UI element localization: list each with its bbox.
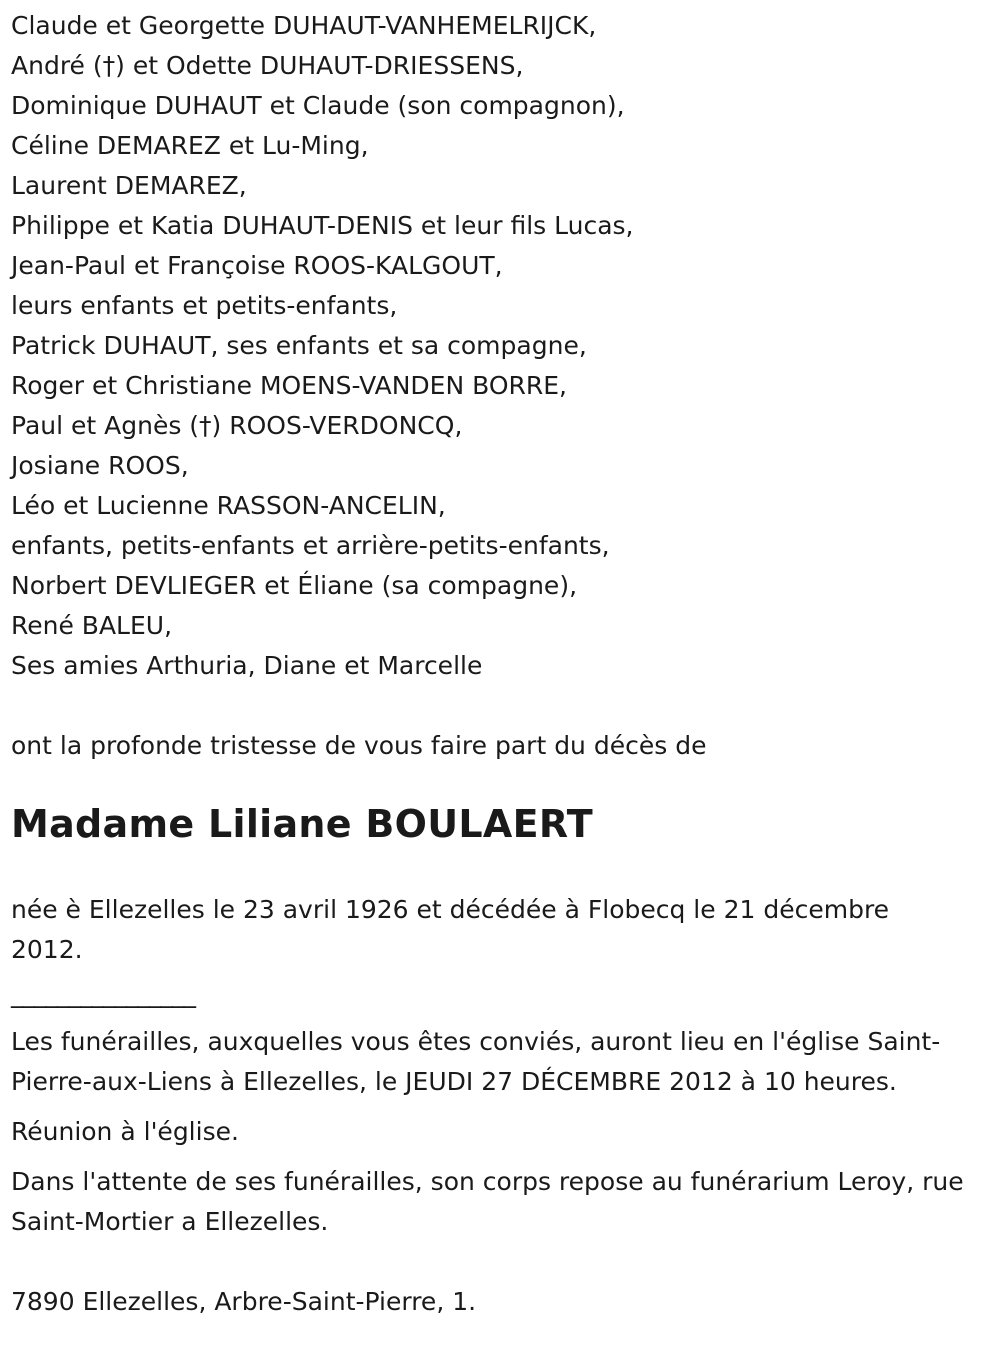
family-line: Ses amies Arthuria, Diane et Marcelle	[11, 651, 483, 680]
family-line: René BALEU,	[11, 611, 173, 640]
separator-line: ________________	[11, 979, 195, 1008]
family-line: Claude et Georgette DUHAUT-VANHEMELRIJCK,	[11, 11, 597, 40]
family-line: Léo et Lucienne RASSON-ANCELIN,	[11, 491, 446, 520]
family-line: leurs enfants et petits-enfants,	[11, 291, 398, 320]
family-line: Paul et Agnès (†) ROOS-VERDONCQ,	[11, 411, 463, 440]
family-address: 7890 Ellezelles, Arbre-Saint-Pierre, 1.	[11, 1287, 477, 1316]
family-line: enfants, petits-enfants et arrière-petits-enfants,	[11, 531, 610, 560]
meeting-info: Réunion à l'église.	[11, 1117, 239, 1146]
family-line: Norbert DEVLIEGER et Éliane (sa compagne),	[11, 571, 578, 600]
deceased-name: Madame Liliane BOULAERT	[11, 802, 593, 846]
family-line: Patrick DUHAUT, ses enfants et sa compagne,	[11, 331, 587, 360]
family-line: Dominique DUHAUT et Claude (son compagnon),	[11, 91, 625, 120]
family-line: Céline DEMAREZ et Lu-Ming,	[11, 131, 369, 160]
family-line: Philippe et Katia DUHAUT-DENIS et leur fils Lucas,	[11, 211, 634, 240]
rest-info: Dans l'attente de ses funérailles, son corps repose au funérarium Leroy, rue Saint-Mortier a Ellezelles.	[11, 1167, 964, 1236]
family-list	[11, 6, 989, 686]
funeral-info: Les funérailles, auxquelles vous êtes conviés, auront lieu en l'église Saint-Pierre-aux-Liens à Ellezelles, le JEUDI 27 DÉCEMBRE 2012 à 10 heures.	[11, 1027, 941, 1096]
family-line: Josiane ROOS,	[11, 451, 189, 480]
family-line: Roger et Christiane MOENS-VANDEN BORRE,	[11, 371, 567, 400]
birth-death-dates: née è Ellezelles le 23 avril 1926 et décédée à Flobecq le 21 décembre 2012.	[11, 895, 890, 964]
family-line: Jean-Paul et Françoise ROOS-KALGOUT,	[11, 251, 503, 280]
family-line: André (†) et Odette DUHAUT-DRIESSENS,	[11, 51, 524, 80]
announcement-intro: ont la profonde tristesse de vous faire part du décès de	[11, 731, 707, 760]
family-line: Laurent DEMAREZ,	[11, 171, 247, 200]
